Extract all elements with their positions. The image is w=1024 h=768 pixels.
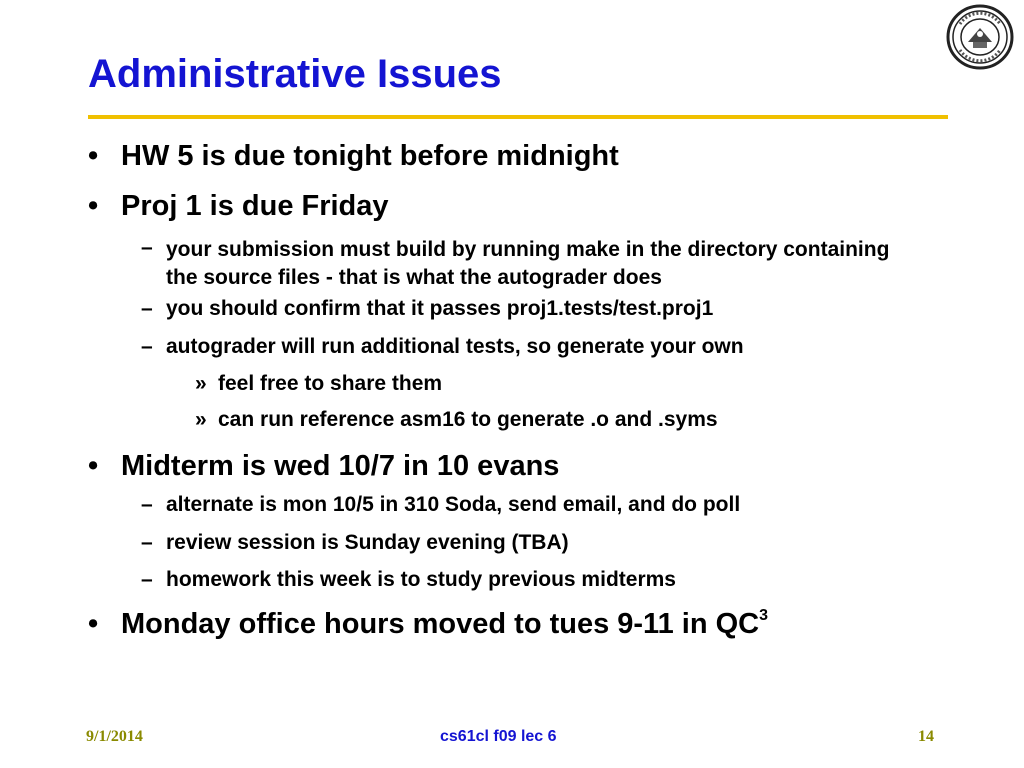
list-item-text: HW 5 is due tonight before midnight [121, 140, 619, 172]
list-item-level-2 [166, 568, 676, 592]
bullet-marker: – [141, 236, 153, 259]
list-item-text: Proj 1 is due Friday [121, 190, 389, 222]
list-item-text: your submission must build by running make in the directory containing the source files - that is what the autograder does [166, 238, 890, 289]
list-item-text: Monday office hours moved to tues 9-11 in QC [121, 608, 760, 640]
superscript: 3 [759, 607, 769, 625]
bullet-marker: • [88, 450, 99, 482]
list-item-level-1 [121, 140, 619, 173]
footer-page-number: 14 [918, 728, 934, 745]
bullet-marker: – [141, 297, 153, 320]
list-item-text: review session is Sunday evening (TBA) [166, 531, 569, 554]
list-item-level-2 [166, 236, 926, 292]
list-item-level-2 [166, 297, 713, 321]
list-item-text: autograder will run additional tests, so generate your own [166, 335, 744, 358]
bullet-marker: • [88, 140, 99, 172]
list-item-level-2 [166, 335, 744, 359]
list-item-level-1 [121, 190, 389, 223]
list-item-level-3 [218, 408, 718, 432]
list-item-level-3 [218, 372, 442, 396]
list-item-level-2 [166, 493, 740, 517]
footer-date: 9/1/2014 [86, 728, 143, 745]
bullet-marker: • [88, 608, 99, 640]
list-item-text: feel free to share them [218, 372, 443, 395]
bullet-marker: » [195, 372, 207, 395]
list-item-text: you should confirm that it passes proj1.tests/test.proj1 [166, 297, 714, 320]
list-item-text: alternate is mon 10/5 in 310 Soda, send email, and do poll [166, 493, 741, 516]
list-item-text: homework this week is to study previous midterms [166, 568, 676, 591]
bullet-marker: – [141, 335, 153, 358]
list-item-text: can run reference asm16 to generate .o and .syms [218, 408, 718, 431]
list-item-level-1 [121, 608, 768, 641]
list-item-level-2 [166, 531, 569, 555]
bullet-marker: – [141, 493, 153, 516]
bullet-marker: – [141, 568, 153, 591]
slide-title: Administrative Issues [88, 52, 502, 96]
bullet-marker: • [88, 190, 99, 222]
list-item-text: Midterm is wed 10/7 in 10 evans [121, 450, 560, 482]
bullet-marker: – [141, 531, 153, 554]
bullet-marker: » [195, 408, 207, 431]
list-item-level-1 [121, 450, 559, 483]
footer-course: cs61cl f09 lec 6 [440, 728, 557, 745]
